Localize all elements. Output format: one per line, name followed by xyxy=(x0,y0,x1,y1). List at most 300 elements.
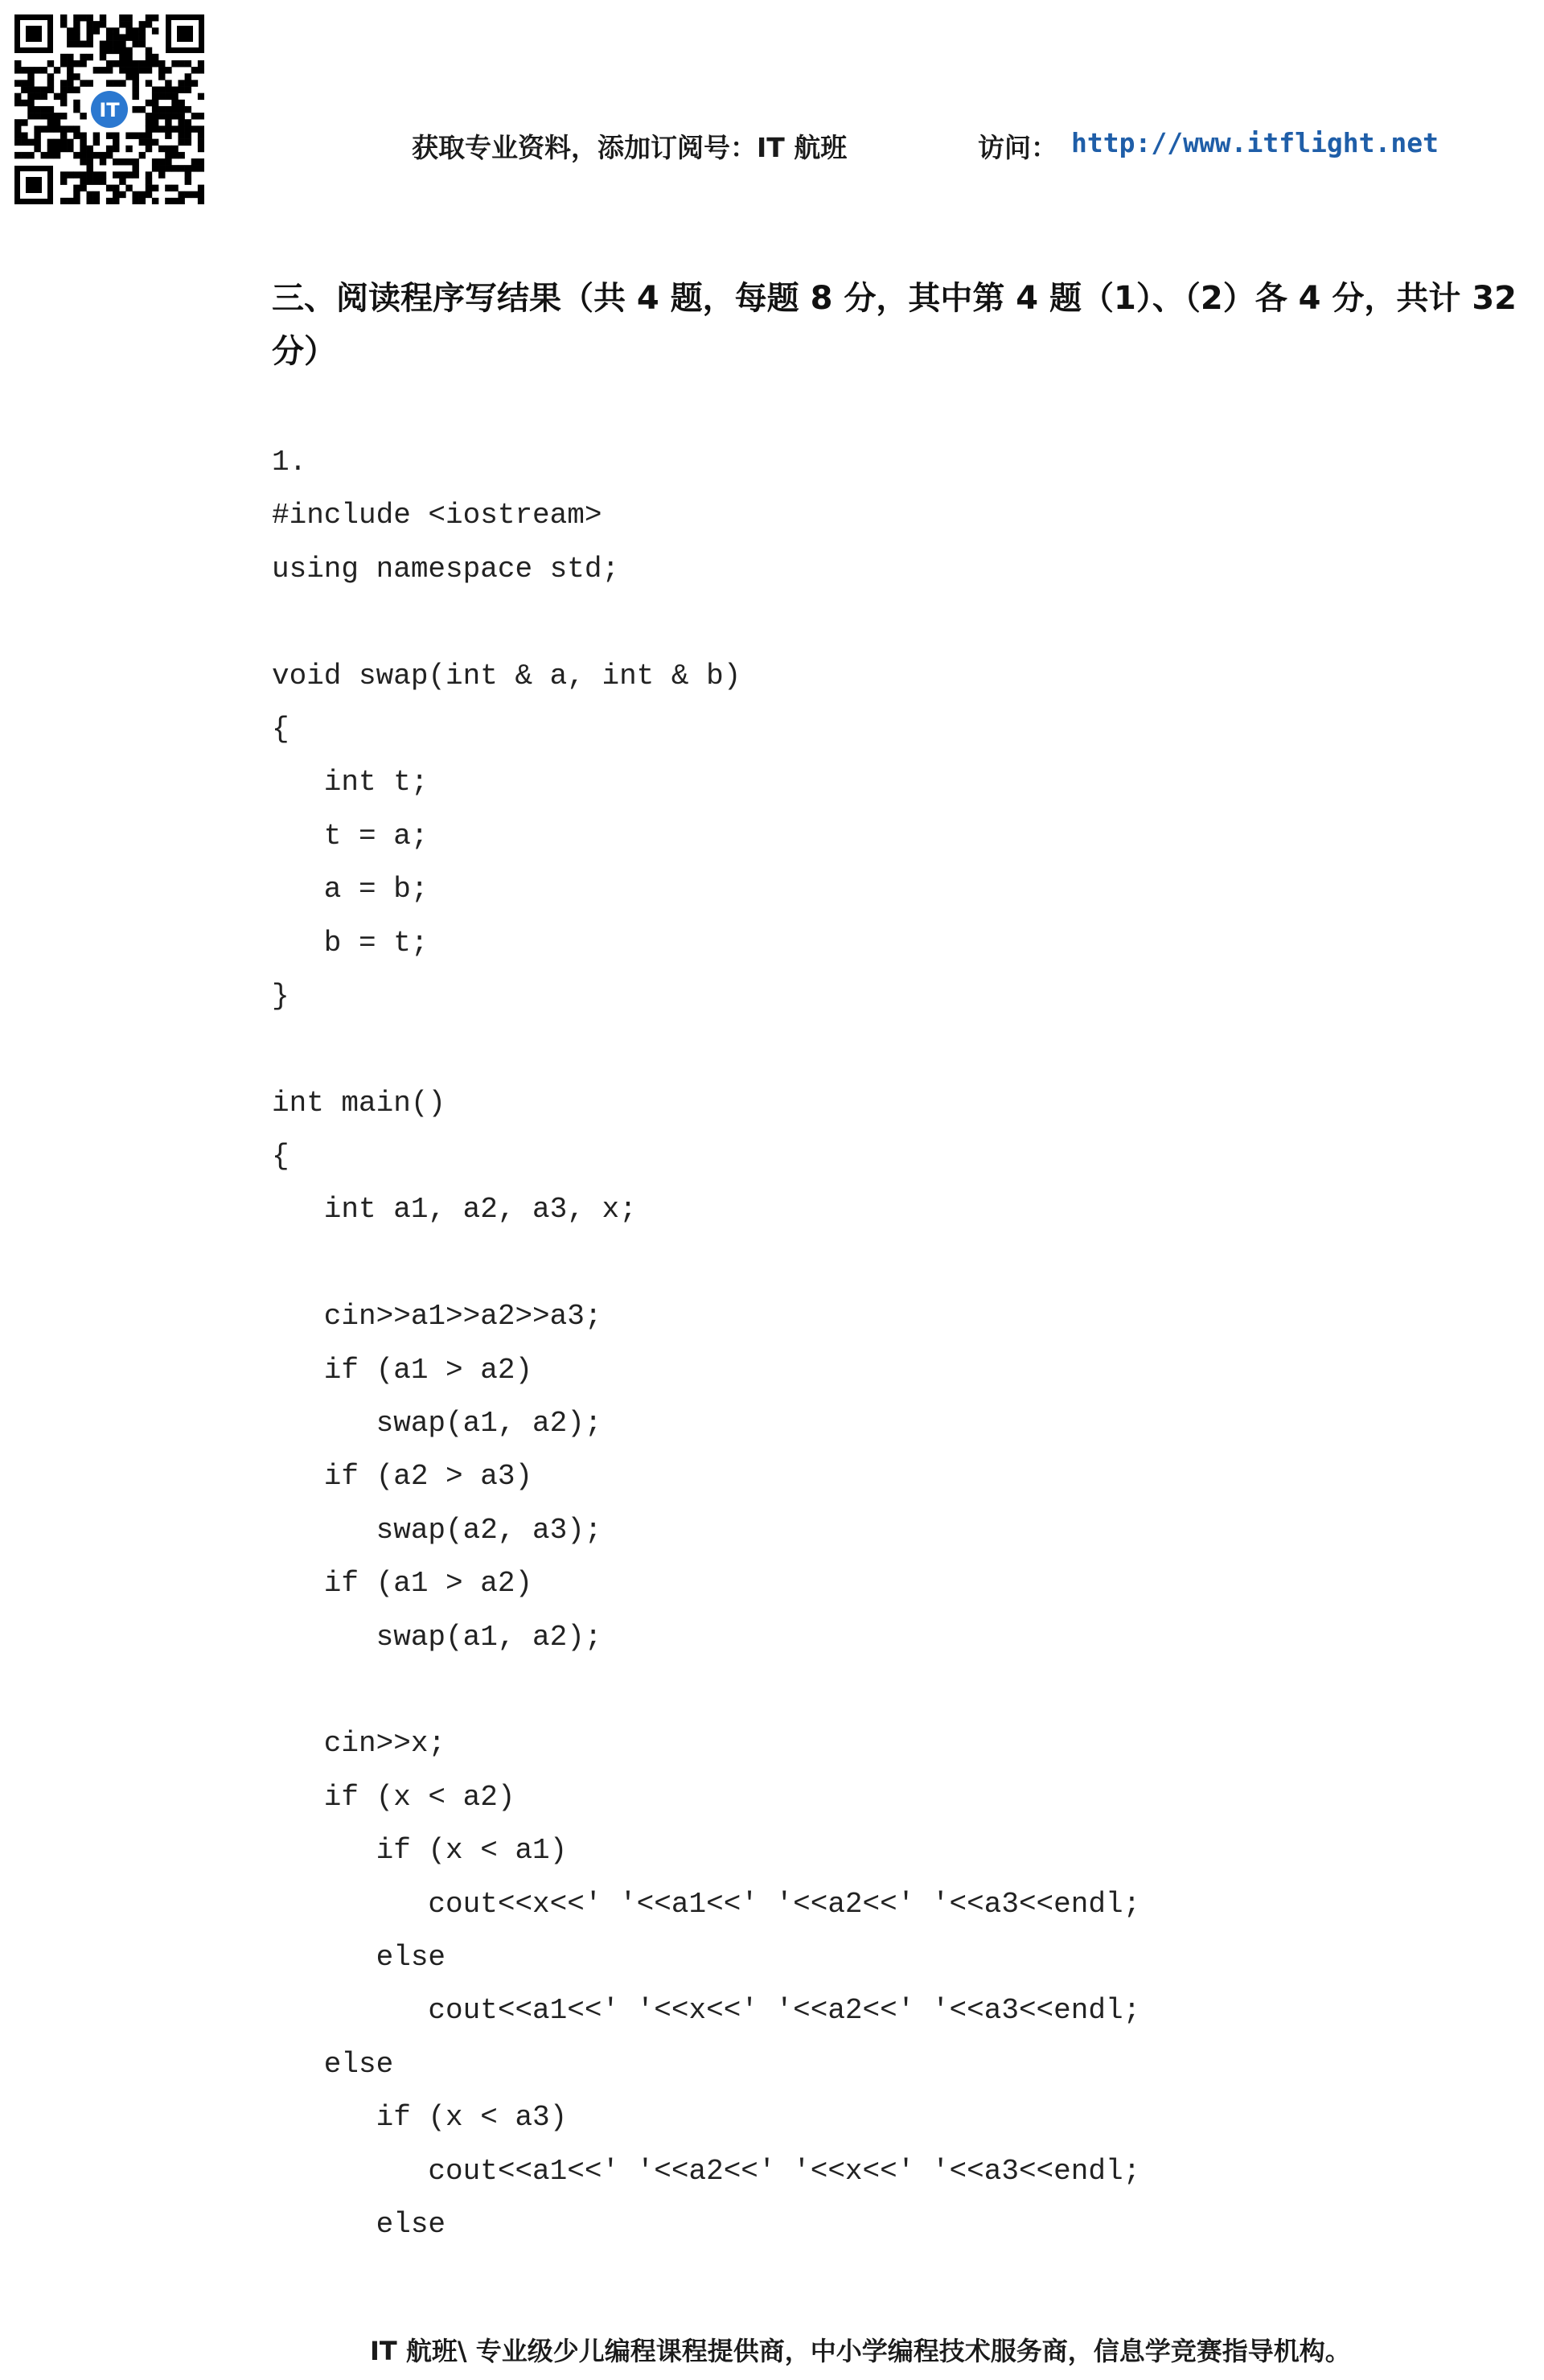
qr-module xyxy=(21,67,27,73)
qr-module xyxy=(125,158,132,165)
qr-module xyxy=(113,41,119,47)
qr-module xyxy=(139,27,146,34)
qr-module xyxy=(87,80,93,86)
qr-module xyxy=(132,132,138,138)
qr-module xyxy=(93,67,100,73)
qr-module xyxy=(185,106,191,113)
qr-module xyxy=(14,139,21,146)
code-line xyxy=(272,1664,1140,1717)
qr-module xyxy=(165,119,171,125)
qr-module xyxy=(21,119,27,125)
qr-module xyxy=(158,67,165,73)
qr-module xyxy=(191,125,198,132)
qr-module xyxy=(171,165,178,171)
qr-module xyxy=(152,158,158,165)
qr-module xyxy=(171,87,178,93)
qr-module xyxy=(14,67,21,73)
qr-module xyxy=(158,158,165,165)
qr-module xyxy=(185,80,191,86)
qr-module xyxy=(132,93,138,100)
qr-module xyxy=(14,93,21,100)
qr-module xyxy=(106,198,113,204)
qr-module xyxy=(132,73,138,80)
promo-text: 获取专业资料，添加订阅号：IT 航班 xyxy=(412,132,848,163)
website-link[interactable]: http://www.itflight.net xyxy=(1071,127,1439,158)
qr-module xyxy=(113,158,119,165)
qr-module xyxy=(185,87,191,93)
qr-module xyxy=(113,198,119,204)
qr-module xyxy=(80,54,86,60)
qr-module xyxy=(73,41,80,47)
qr-module xyxy=(178,87,184,93)
qr-module xyxy=(60,125,67,132)
qr-module xyxy=(152,100,158,106)
qr-module xyxy=(113,47,119,54)
qr-module xyxy=(73,185,80,191)
qr-module xyxy=(125,60,132,67)
qr-module xyxy=(165,106,171,113)
qr-module xyxy=(80,185,86,191)
qr-module xyxy=(47,80,54,86)
qr-module xyxy=(178,106,184,113)
qr-module xyxy=(34,113,40,119)
qr-module xyxy=(152,54,158,60)
qr-module xyxy=(93,152,100,158)
qr-module xyxy=(14,100,21,106)
qr-module xyxy=(158,171,165,178)
code-line xyxy=(272,1023,1140,1076)
qr-module xyxy=(80,152,86,158)
qr-module xyxy=(100,54,106,60)
qr-module xyxy=(60,21,67,27)
qr-module xyxy=(54,146,60,152)
qr-module xyxy=(178,100,184,106)
qr-module xyxy=(14,125,21,132)
code-line xyxy=(272,1237,1140,1290)
qr-module xyxy=(47,146,54,152)
qr-module xyxy=(185,132,191,138)
qr-module xyxy=(146,113,152,119)
qr-module xyxy=(198,185,204,191)
qr-module xyxy=(132,171,138,178)
qr-module xyxy=(41,67,47,73)
qr-module xyxy=(93,191,100,198)
code-line: { xyxy=(272,712,290,746)
qr-module xyxy=(132,80,138,86)
qr-module xyxy=(146,178,152,184)
qr-module xyxy=(67,80,73,86)
qr-module xyxy=(67,54,73,60)
qr-module xyxy=(14,132,21,138)
qr-module xyxy=(171,198,178,204)
qr-module xyxy=(165,185,171,191)
qr-module xyxy=(171,125,178,132)
code-line: if (a1 > a2) xyxy=(272,1567,533,1601)
qr-module xyxy=(139,21,146,27)
qr-module xyxy=(87,165,93,171)
qr-module xyxy=(185,73,191,80)
qr-module xyxy=(185,191,191,198)
qr-module xyxy=(185,125,191,132)
qr-module xyxy=(132,106,138,113)
qr-module xyxy=(158,125,165,132)
qr-module xyxy=(132,41,138,47)
qr-module xyxy=(152,198,158,204)
code-line xyxy=(272,596,1140,649)
code-line: void swap(int & a, int & b) xyxy=(272,659,741,693)
qr-module xyxy=(198,113,204,119)
qr-module xyxy=(60,60,67,67)
qr-module xyxy=(125,47,132,54)
qr-module xyxy=(106,47,113,54)
qr-module xyxy=(87,171,93,178)
qr-module xyxy=(80,113,86,119)
qr-module xyxy=(87,158,93,165)
qr-module xyxy=(119,191,125,198)
qr-module xyxy=(113,80,119,86)
qr-module xyxy=(198,198,204,204)
code-line: t = a; xyxy=(272,819,429,853)
qr-module xyxy=(165,80,171,86)
qr-module xyxy=(54,119,60,125)
qr-module xyxy=(21,132,27,138)
qr-module xyxy=(198,139,204,146)
qr-module xyxy=(80,14,86,21)
qr-module xyxy=(119,47,125,54)
code-line: int main() xyxy=(272,1086,446,1120)
qr-module xyxy=(47,139,54,146)
qr-module xyxy=(93,198,100,204)
qr-module xyxy=(100,152,106,158)
qr-module xyxy=(60,100,67,106)
qr-module xyxy=(21,87,27,93)
qr-module xyxy=(73,87,80,93)
code-line: int a1, a2, a3, x; xyxy=(272,1193,637,1227)
qr-module xyxy=(60,93,67,100)
qr-finder-top-right xyxy=(166,14,204,53)
code-line: if (x < a3) xyxy=(272,2101,568,2135)
qr-module xyxy=(100,41,106,47)
qr-module xyxy=(185,119,191,125)
qr-module xyxy=(158,165,165,171)
code-line: cin>>x; xyxy=(272,1727,446,1761)
qr-module xyxy=(27,152,34,158)
qr-module xyxy=(54,67,60,73)
qr-module xyxy=(171,146,178,152)
qr-module xyxy=(146,119,152,125)
qr-module xyxy=(119,60,125,67)
qr-module xyxy=(67,60,73,67)
qr-module xyxy=(60,178,67,184)
qr-module xyxy=(73,198,80,204)
qr-module xyxy=(146,80,152,86)
qr-module xyxy=(27,139,34,146)
qr-module xyxy=(87,191,93,198)
qr-module xyxy=(198,60,204,67)
qr-module xyxy=(47,60,54,67)
qr-module xyxy=(185,165,191,171)
qr-module xyxy=(113,139,119,146)
qr-module xyxy=(198,132,204,138)
qr-module xyxy=(54,139,60,146)
qr-module xyxy=(73,125,80,132)
qr-module xyxy=(125,67,132,73)
qr-module xyxy=(106,152,113,158)
qr-module xyxy=(93,139,100,146)
qr-module xyxy=(67,41,73,47)
qr-finder-bottom-left xyxy=(14,166,53,204)
qr-module xyxy=(139,41,146,47)
qr-module xyxy=(47,87,54,93)
qr-module xyxy=(152,87,158,93)
qr-module xyxy=(113,191,119,198)
qr-module xyxy=(80,80,86,86)
code-line: if (x < a1) xyxy=(272,1834,568,1868)
code-line: a = b; xyxy=(272,873,429,906)
qr-module xyxy=(106,146,113,152)
qr-module xyxy=(132,34,138,40)
qr-module xyxy=(100,171,106,178)
qr-module xyxy=(41,106,47,113)
qr-module xyxy=(125,34,132,40)
qr-module xyxy=(119,158,125,165)
qr-module xyxy=(93,27,100,34)
qr-module xyxy=(146,191,152,198)
qr-module xyxy=(21,100,27,106)
section-title: 三、阅读程序写结果（共 4 题，每题 8 分，其中第 4 题（1）、（2）各 4 分，共计 32 分） xyxy=(272,280,1517,370)
qr-module xyxy=(158,106,165,113)
qr-module xyxy=(93,21,100,27)
qr-module xyxy=(113,34,119,40)
qr-module xyxy=(41,87,47,93)
qr-module xyxy=(119,21,125,27)
qr-module xyxy=(165,125,171,132)
qr-module xyxy=(119,178,125,184)
qr-module xyxy=(60,132,67,138)
visit-label: 访问： xyxy=(978,132,1057,163)
qr-module xyxy=(165,87,171,93)
qr-module xyxy=(132,87,138,93)
qr-module xyxy=(113,132,119,138)
qr-module xyxy=(47,125,54,132)
qr-module xyxy=(119,41,125,47)
code-line: else xyxy=(272,2047,394,2081)
qr-module xyxy=(119,14,125,21)
qr-logo-text: IT xyxy=(99,99,120,121)
code-line: swap(a1, a2); xyxy=(272,1620,602,1654)
qr-module xyxy=(125,27,132,34)
header-promo-bar xyxy=(412,127,1439,165)
qr-module xyxy=(132,191,138,198)
qr-module xyxy=(152,165,158,171)
qr-module xyxy=(60,80,67,86)
qr-module xyxy=(60,113,67,119)
qr-module xyxy=(14,119,21,125)
qr-module xyxy=(139,139,146,146)
qr-module xyxy=(152,27,158,34)
qr-module xyxy=(152,119,158,125)
qr-module xyxy=(146,185,152,191)
qr-module xyxy=(171,100,178,106)
qr-module xyxy=(119,34,125,40)
qr-module xyxy=(158,146,165,152)
qr-module xyxy=(132,198,138,204)
qr-module xyxy=(106,34,113,40)
qr-module xyxy=(139,106,146,113)
qr-module xyxy=(67,198,73,204)
qr-module xyxy=(21,152,27,158)
qr-module xyxy=(165,132,171,138)
qr-module xyxy=(100,14,106,21)
qr-module xyxy=(27,73,34,80)
qr-module xyxy=(132,60,138,67)
qr-module xyxy=(198,191,204,198)
qr-module xyxy=(139,34,146,40)
qr-module xyxy=(146,21,152,27)
qr-module xyxy=(165,198,171,204)
qr-module xyxy=(27,93,34,100)
qr-module xyxy=(125,73,132,80)
code-line: if (a1 > a2) xyxy=(272,1353,533,1387)
qr-module xyxy=(146,125,152,132)
qr-module xyxy=(198,125,204,132)
qr-module xyxy=(113,171,119,178)
code-line: cout<<a1<<' '<<x<<' '<<a2<<' '<<a3<<endl; xyxy=(272,1994,1141,2028)
qr-module xyxy=(80,60,86,67)
qr-module xyxy=(14,152,21,158)
qr-module xyxy=(73,152,80,158)
qr-module xyxy=(60,171,67,178)
qr-module xyxy=(67,27,73,34)
code-line: swap(a1, a2); xyxy=(272,1407,602,1441)
qr-module xyxy=(165,67,171,73)
footer-tagline: IT 航班\ 专业级少儿编程课程提供商，中小学编程技术服务商，信息学竞赛指导机构。 xyxy=(370,2336,1351,2366)
qr-module xyxy=(146,67,152,73)
qr-module xyxy=(146,139,152,146)
qr-module xyxy=(87,178,93,184)
code-line: 1. xyxy=(272,446,307,479)
qr-module xyxy=(125,132,132,138)
code-line: else xyxy=(272,1940,446,1974)
qr-module xyxy=(119,171,125,178)
qr-module xyxy=(119,67,125,73)
qr-module xyxy=(34,132,40,138)
qr-module xyxy=(21,80,27,86)
qr-module xyxy=(119,54,125,60)
qr-module xyxy=(178,152,184,158)
qr-module xyxy=(198,67,204,73)
qr-module xyxy=(171,60,178,67)
qr-module xyxy=(158,87,165,93)
qr-module xyxy=(146,60,152,67)
qr-module xyxy=(80,139,86,146)
qr-module xyxy=(185,171,191,178)
qr-module xyxy=(171,113,178,119)
qr-module xyxy=(60,87,67,93)
qr-module xyxy=(93,171,100,178)
qr-module xyxy=(67,73,73,80)
qr-module xyxy=(34,93,40,100)
qr-module xyxy=(34,106,40,113)
qr-module xyxy=(73,106,80,113)
qr-finder-top-left xyxy=(14,14,53,53)
qr-module xyxy=(47,106,54,113)
qr-module xyxy=(73,60,80,67)
qr-module xyxy=(87,27,93,34)
qr-module xyxy=(106,41,113,47)
qr-module xyxy=(198,146,204,152)
qr-code-image xyxy=(14,14,204,204)
qr-module xyxy=(125,171,132,178)
qr-module xyxy=(80,178,86,184)
qr-module xyxy=(106,67,113,73)
qr-module xyxy=(158,93,165,100)
qr-module xyxy=(87,152,93,158)
qr-module xyxy=(178,125,184,132)
qr-module xyxy=(125,21,132,27)
qr-module xyxy=(198,165,204,171)
qr-module xyxy=(165,152,171,158)
qr-module xyxy=(165,113,171,119)
qr-module xyxy=(132,67,138,73)
code-listing xyxy=(272,436,1140,2251)
qr-module xyxy=(93,178,100,184)
qr-module xyxy=(139,152,146,158)
qr-module xyxy=(191,191,198,198)
qr-module xyxy=(67,171,73,178)
qr-module xyxy=(191,165,198,171)
qr-module xyxy=(152,125,158,132)
code-line: b = t; xyxy=(272,926,429,960)
qr-module xyxy=(152,14,158,21)
qr-module xyxy=(171,93,178,100)
qr-module xyxy=(47,152,54,158)
qr-center-logo xyxy=(88,88,130,130)
qr-module xyxy=(139,67,146,73)
qr-module xyxy=(73,27,80,34)
qr-module xyxy=(87,21,93,27)
qr-module xyxy=(185,139,191,146)
qr-module xyxy=(125,146,132,152)
qr-module xyxy=(34,125,40,132)
qr-module xyxy=(87,14,93,21)
qr-module xyxy=(113,185,119,191)
qr-module xyxy=(152,106,158,113)
qr-module xyxy=(80,146,86,152)
qr-module xyxy=(158,73,165,80)
qr-module xyxy=(100,47,106,54)
qr-module xyxy=(185,178,191,184)
qr-module xyxy=(125,14,132,21)
qr-module xyxy=(139,198,146,204)
qr-module xyxy=(191,80,198,86)
qr-module xyxy=(171,185,178,191)
qr-module xyxy=(178,165,184,171)
qr-module xyxy=(152,139,158,146)
qr-module xyxy=(146,100,152,106)
qr-module xyxy=(34,146,40,152)
qr-module xyxy=(146,14,152,21)
code-line: int t; xyxy=(272,766,429,799)
qr-module xyxy=(178,132,184,138)
qr-module xyxy=(146,171,152,178)
qr-module xyxy=(158,60,165,67)
qr-module xyxy=(87,41,93,47)
qr-module xyxy=(41,93,47,100)
qr-module xyxy=(165,93,171,100)
code-line: cout<<a1<<' '<<a2<<' '<<x<<' '<<a3<<endl; xyxy=(272,2154,1141,2188)
qr-module xyxy=(152,185,158,191)
